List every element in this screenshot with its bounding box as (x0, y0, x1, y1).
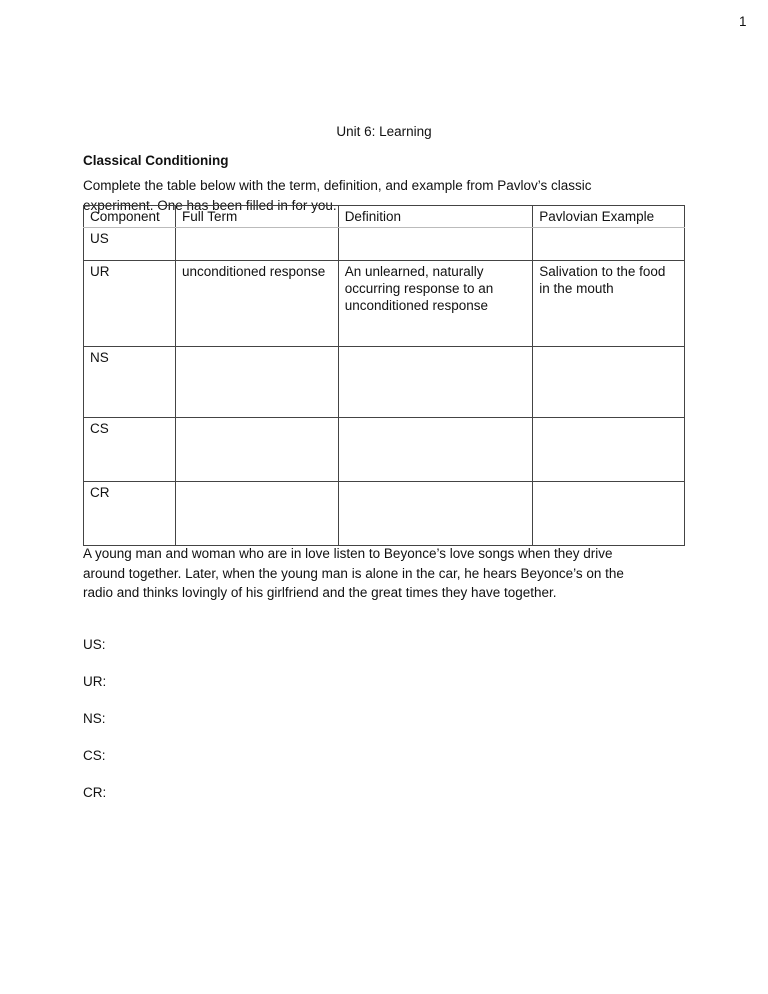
scenario-paragraph (83, 544, 624, 603)
definition-cell: An unlearned, naturally occurring response to an unconditioned response (338, 261, 533, 347)
header-cell: Definition (338, 206, 533, 228)
header-cell: Pavlovian Example (533, 206, 685, 228)
component-cell: CR (84, 482, 176, 546)
component-cell: CS (84, 418, 176, 482)
component-cell: US (84, 228, 176, 261)
table-row (84, 482, 685, 546)
example-cell[interactable] (533, 418, 685, 482)
instructions-line: experiment. One has been filled in for you. (83, 197, 337, 213)
full-term-cell[interactable] (175, 347, 338, 418)
page-title: Unit 6: Learning (336, 124, 432, 139)
definition-cell[interactable] (338, 482, 533, 546)
answer-ns[interactable]: NS: (83, 711, 106, 726)
example-cell[interactable] (533, 228, 685, 261)
full-term-cell[interactable] (175, 482, 338, 546)
scenario-line: radio and thinks lovingly of his girlfriend and the great times they have together. (83, 585, 557, 600)
full-term-cell[interactable] (175, 418, 338, 482)
table-row (84, 228, 685, 261)
example-cell: Salivation to the food in the mouth (533, 261, 685, 347)
definition-cell[interactable] (338, 418, 533, 482)
conditioning-table (83, 205, 685, 546)
instructions-line: Complete the table below with the term, definition, and example from Pavlov’s classic (83, 178, 592, 193)
header-cell: Full Term (175, 206, 338, 228)
answer-cr[interactable]: CR: (83, 785, 107, 800)
table-row (84, 347, 685, 418)
table-row (84, 418, 685, 482)
scenario-line: A young man and woman who are in love listen to Beyonce’s love songs when they drive (83, 546, 613, 561)
scenario-line: around together. Later, when the young man is alone in the car, he hears Beyonce’s on the (83, 565, 624, 581)
table-header-row (84, 206, 685, 228)
full-term-cell[interactable] (175, 228, 338, 261)
definition-cell[interactable] (338, 228, 533, 261)
section-heading: Classical Conditioning (83, 153, 229, 168)
answer-cs[interactable]: CS: (83, 748, 106, 763)
page-number: 1 (739, 14, 747, 29)
header-cell: Component (84, 206, 176, 228)
answer-ur[interactable]: UR: (83, 674, 107, 689)
component-cell: NS (84, 347, 176, 418)
example-cell[interactable] (533, 347, 685, 418)
answer-us[interactable]: US: (83, 637, 106, 652)
full-term-cell: unconditioned response (175, 261, 338, 347)
example-cell[interactable] (533, 482, 685, 546)
table-row (84, 261, 685, 347)
definition-cell[interactable] (338, 347, 533, 418)
component-cell: UR (84, 261, 176, 347)
